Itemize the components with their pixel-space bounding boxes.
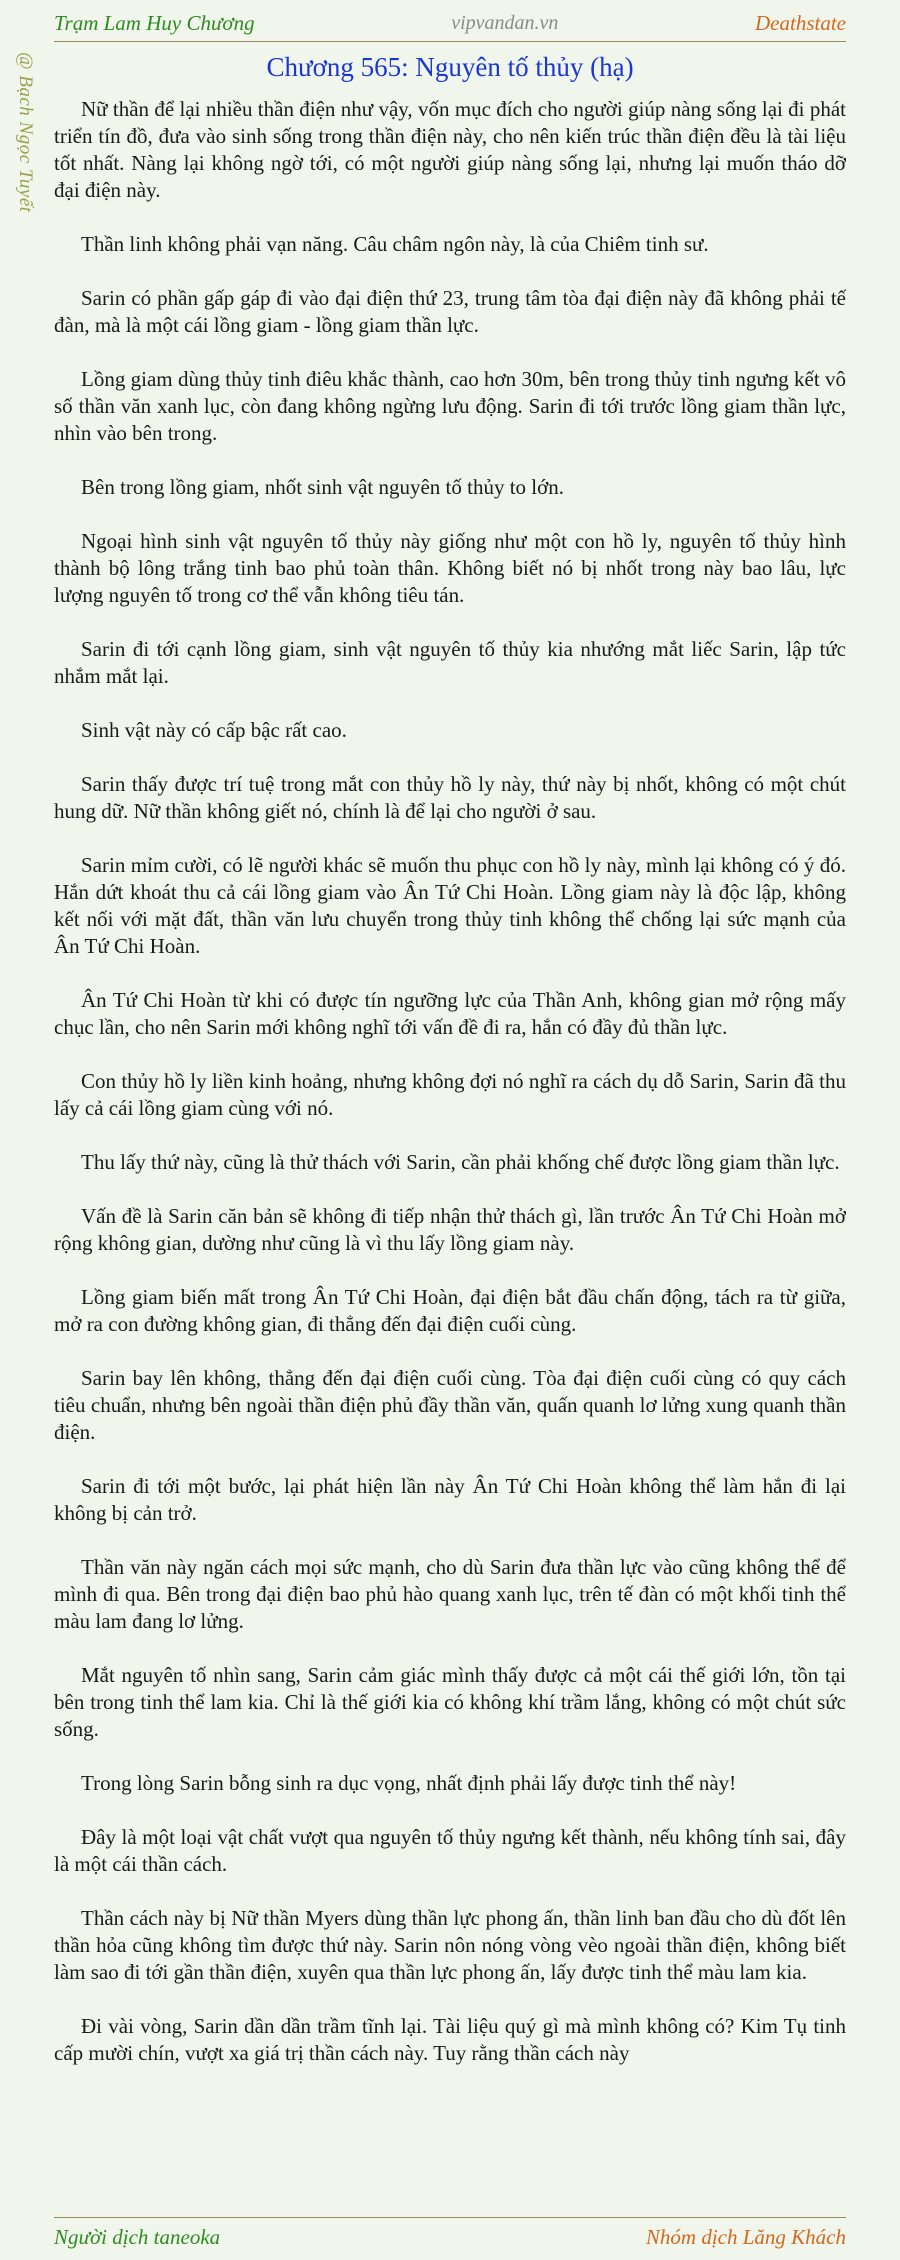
paragraph: Sarin bay lên không, thẳng đến đại điện cuối cùng. Tòa đại điện cuối cùng có quy cách tiêu chuẩn, nhưng bên ngoài thần điện phủ đầy thần văn, quấn quanh lơ lửng xung quanh thần điện.	[54, 1366, 846, 1444]
footer-divider	[54, 2217, 846, 2218]
sidebar-watermark: @ Bạch Ngọc Tuyết	[15, 52, 36, 213]
paragraph: Lồng giam dùng thủy tinh điêu khắc thành, cao hơn 30m, bên trong thủy tinh ngưng kết vô số thần văn xanh lục, còn đang không ngừng lưu động. Sarin đi tới trước lồng giam thần lực, nhìn vào bên trong.	[54, 367, 846, 445]
paragraph: Nữ thần để lại nhiều thần điện như vậy, vốn mục đích cho người giúp nàng sống lại đi phát triển tín đồ, đưa vào sinh sống trong thần điện này, cho nên kiến trúc thần điện đều là tài liệu tốt nhất. Nàng lại không ngờ tới, có một người giúp nàng sống lại, nhưng lại muốn tháo dỡ đại điện này.	[54, 97, 846, 202]
paragraph: Thần cách này bị Nữ thần Myers dùng thần lực phong ấn, thần linh ban đầu cho dù đốt lên thần hỏa cũng không tìm được thứ này. Sarin nôn nóng vòng vèo ngoài thần điện, không biết làm sao đi tới gần thần điện, xuyên qua thần lực phong ấn, lấy được tinh thể màu lam kia.	[54, 1906, 846, 1984]
page-header	[54, 8, 846, 38]
paragraph: Trong lòng Sarin bỗng sinh ra dục vọng, nhất định phải lấy được tinh thể này!	[81, 1771, 737, 1795]
paragraph: Mắt nguyên tố nhìn sang, Sarin cảm giác mình thấy được cả một cái thế giới lớn, tồn tại bên trong tinh thể lam kia. Chỉ là thế giới kia có không khí trầm lắng, không có một chút sức sống.	[54, 1663, 846, 1741]
paragraph: Ngoại hình sinh vật nguyên tố thủy này giống như một con hồ ly, nguyên tố thủy hình thành bộ lông trắng tinh bao phủ toàn thân. Không biết nó bị nhốt trong này bao lâu, lực lượng nguyên tố trong cơ thể vẫn không tiêu tán.	[54, 529, 846, 607]
footer-group: Nhóm dịch Lăng Khách	[645, 2224, 846, 2249]
paragraph: Sarin đi tới cạnh lồng giam, sinh vật nguyên tố thủy kia nhướng mắt liếc Sarin, lập tức nhắm mắt lại.	[54, 637, 846, 688]
header-divider	[54, 41, 846, 42]
chapter-title: Chương 565: Nguyên tố thủy (hạ)	[266, 52, 634, 82]
paragraph: Sarin đi tới một bước, lại phát hiện lần này Ân Tứ Chi Hoàn không thể làm hắn đi lại không bị cản trở.	[54, 1474, 846, 1525]
paragraph: Bên trong lồng giam, nhốt sinh vật nguyên tố thủy to lớn.	[81, 475, 564, 499]
paragraph: Sarin mỉm cười, có lẽ người khác sẽ muốn thu phục con hồ ly này, mình lại không có ý đó. Hắn dứt khoát thu cả cái lồng giam vào Ân Tứ Chi Hoàn. Lồng giam này là độc lập, không kết nối với mặt đất, thần văn lưu chuyển trong thủy tinh không thể chống lại sức mạnh của Ân Tứ Chi Hoàn.	[54, 853, 846, 958]
paragraph: Con thủy hồ ly liền kinh hoảng, nhưng không đợi nó nghĩ ra cách dụ dỗ Sarin, Sarin đã thu lấy cả cái lồng giam cùng với nó.	[54, 1069, 846, 1120]
page-footer	[54, 2220, 846, 2254]
paragraph: Vấn đề là Sarin căn bản sẽ không đi tiếp nhận thử thách gì, lần trước Ân Tứ Chi Hoàn mở rộng không gian, dường như cũng là vì thu lấy lồng giam này.	[54, 1204, 846, 1255]
chapter-content	[54, 46, 846, 2212]
paragraph-list	[54, 96, 846, 2067]
paragraph: Đây là một loại vật chất vượt qua nguyên tố thủy ngưng kết thành, nếu không tính sai, đây là một cái thần cách.	[54, 1825, 846, 1876]
paragraph: Đi vài vòng, Sarin dần dần trầm tĩnh lại. Tài liệu quý gì mà mình không có? Kim Tụ tinh cấp mười chín, vượt xa giá trị thần cách này. Tuy rằng thần cách này	[54, 2014, 846, 2065]
paragraph: Lồng giam biến mất trong Ân Tứ Chi Hoàn, đại điện bắt đầu chấn động, tách ra từ giữa, mở ra con đường không gian, đi thẳng đến đại điện cuối cùng.	[54, 1285, 846, 1336]
header-author: Deathstate	[755, 10, 846, 35]
paragraph: Sarin có phần gấp gáp đi vào đại điện thứ 23, trung tâm tòa đại điện này đã không phải tế đàn, mà là một cái lồng giam - lồng giam thần lực.	[54, 286, 846, 337]
paragraph: Sarin thấy được trí tuệ trong mắt con thủy hồ ly này, thứ này bị nhốt, không có một chút hung dữ. Nữ thần không giết nó, chính là để lại cho người ở sau.	[54, 772, 846, 823]
header-site-name: Trạm Lam Huy Chương	[54, 10, 255, 35]
paragraph: Thần linh không phải vạn năng. Câu châm ngôn này, là của Chiêm tinh sư.	[81, 232, 709, 256]
footer-translator: Người dịch taneoka	[54, 2224, 221, 2249]
paragraph: Sinh vật này có cấp bậc rất cao.	[81, 718, 347, 742]
paragraph: Thần văn này ngăn cách mọi sức mạnh, cho dù Sarin đưa thần lực vào cũng không thể để mình đi qua. Bên trong đại điện bao phủ hào quang xanh lục, trên tế đàn có một khối tinh thể màu lam đang lơ lửng.	[54, 1555, 846, 1633]
paragraph: Thu lấy thứ này, cũng là thử thách với Sarin, cần phải khống chế được lồng giam thần lực.	[81, 1150, 840, 1174]
header-url: vipvandan.vn	[451, 11, 559, 34]
paragraph: Ân Tứ Chi Hoàn từ khi có được tín ngưỡng lực của Thần Anh, không gian mở rộng mấy chục lần, cho nên Sarin mới không nghĩ tới vấn đề đi ra, hắn có đầy đủ thần lực.	[54, 988, 846, 1039]
